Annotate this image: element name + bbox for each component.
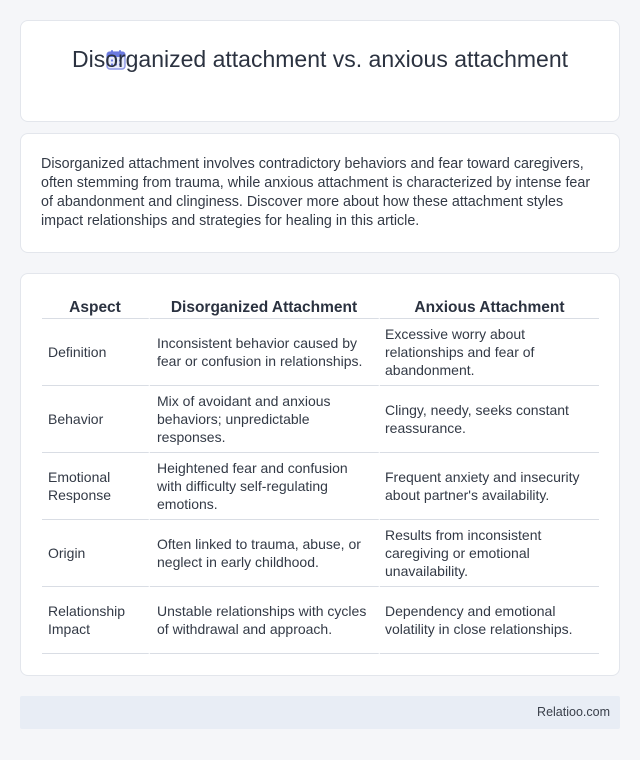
column-header-disorganized: Disorganized Attachment xyxy=(150,296,380,319)
page-title: Disorganized attachment vs. anxious attachment xyxy=(71,46,569,72)
table-row xyxy=(42,319,599,386)
table-header-row xyxy=(42,296,599,319)
cell-disorganized: Heightened fear and confusion with difficulty self-regulating emotions. xyxy=(150,453,380,520)
cell-anxious: Clingy, needy, seeks constant reassurance. xyxy=(380,386,599,453)
table-row xyxy=(42,453,599,520)
cell-aspect: Relationship Impact xyxy=(42,587,150,654)
footer-bar xyxy=(20,696,620,729)
comparison-table-card xyxy=(20,273,620,676)
column-header-aspect: Aspect xyxy=(42,296,150,319)
cell-aspect: Behavior xyxy=(42,386,150,453)
cell-anxious: Frequent anxiety and insecurity about partner's availability. xyxy=(380,453,599,520)
table-row xyxy=(42,520,599,587)
cell-disorganized: Often linked to trauma, abuse, or neglect in early childhood. xyxy=(150,520,380,587)
footer-brand: Relatioo.com xyxy=(537,705,610,719)
title-card xyxy=(20,20,620,122)
intro-paragraph: Disorganized attachment involves contradictory behaviors and fear toward caregivers, often stemming from trauma, while anxious attachment is characterized by intense fear of abandonment and clinginess. Discover more about how these attachment styles impact relationships and strategies for healing in this article. xyxy=(41,156,591,229)
cell-disorganized: Inconsistent behavior caused by fear or confusion in relationships. xyxy=(150,319,380,386)
intro-card xyxy=(20,133,620,253)
cell-anxious: Dependency and emotional volatility in close relationships. xyxy=(380,587,599,654)
table-row xyxy=(42,587,599,654)
table-row xyxy=(42,386,599,453)
cell-aspect: Emotional Response xyxy=(42,453,150,520)
comparison-table xyxy=(42,296,599,654)
cell-aspect: Definition xyxy=(42,319,150,386)
column-header-anxious: Anxious Attachment xyxy=(380,296,599,319)
cell-anxious: Results from inconsistent caregiving or emotional unavailability. xyxy=(380,520,599,587)
cell-anxious: Excessive worry about relationships and fear of abandonment. xyxy=(380,319,599,386)
cell-aspect: Origin xyxy=(42,520,150,587)
cell-disorganized: Unstable relationships with cycles of withdrawal and approach. xyxy=(150,587,380,654)
cell-disorganized: Mix of avoidant and anxious behaviors; unpredictable responses. xyxy=(150,386,380,453)
